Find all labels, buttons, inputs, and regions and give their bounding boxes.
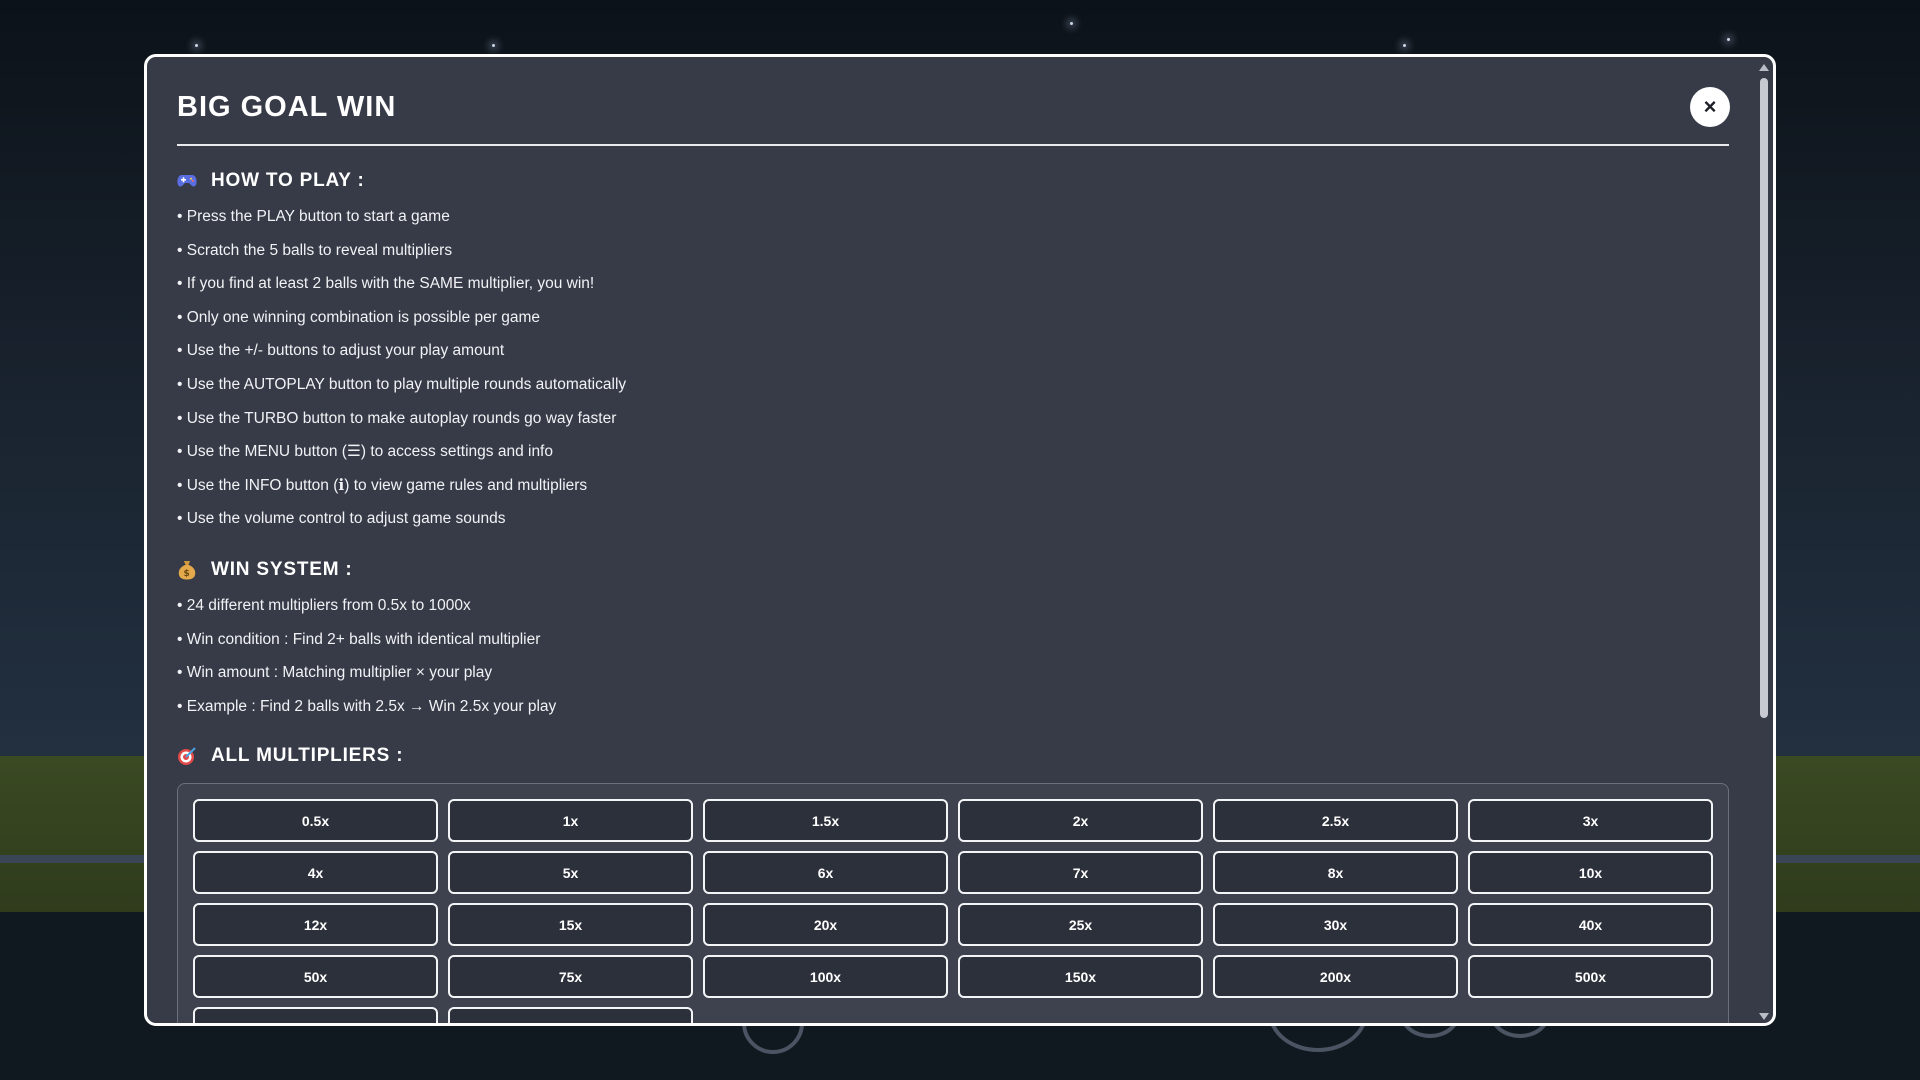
modal-content [177,57,1729,1026]
multiplier-chip[interactable]: 40x [1468,903,1713,946]
list-item: • Scratch the 5 balls to reveal multipliers [177,241,453,259]
modal-title: BIG GOAL WIN [177,91,397,123]
stadium-light [195,44,198,47]
list-item: • Win amount : Matching multiplier × your play [177,664,493,682]
stadium-light [492,44,495,47]
multiplier-chip[interactable]: 12x [193,903,438,946]
multiplier-chip[interactable]: 1.5x [703,799,948,842]
modal-header [177,57,1729,146]
multiplier-chip[interactable]: 3x [1468,799,1713,842]
multiplier-chip[interactable]: 75x [448,955,693,998]
multiplier-chip[interactable]: 10x [1468,851,1713,894]
win-system-title: WIN SYSTEM : [211,558,353,580]
how-to-play-title: HOW TO PLAY : [211,170,365,191]
multiplier-grid [177,783,1729,1026]
list-item: • Use the volume control to adjust game sounds [177,510,506,528]
list-item: • Use the INFO button (ℹ) to view game rules and multipliers [177,476,588,494]
multiplier-chip[interactable]: 2.5x [1213,799,1458,842]
multiplier-chip[interactable] [448,1007,693,1026]
scroll-up-arrow-icon[interactable] [1759,64,1769,71]
all-multipliers-title: ALL MULTIPLIERS : [211,745,404,767]
multiplier-chip[interactable]: 15x [448,903,693,946]
svg-text:$: $ [183,568,191,579]
multiplier-chip[interactable]: 500x [1468,955,1713,998]
stadium-light [1727,38,1730,41]
multiplier-chip[interactable]: 200x [1213,955,1458,998]
close-icon: × [1703,94,1717,119]
scroll-thumb[interactable] [1760,78,1768,718]
multiplier-chip[interactable]: 150x [958,955,1203,998]
multiplier-chip[interactable]: 4x [193,851,438,894]
money-bag-icon [177,560,197,580]
multiplier-chip[interactable]: 7x [958,851,1203,894]
how-to-play-list [177,200,1729,536]
win-system-heading [177,559,1729,581]
list-item: • Example : Find 2 balls with 2.5x → Win 2.5x your play [177,697,557,715]
list-item: • Use the AUTOPLAY button to play multiple rounds automatically [177,375,627,393]
list-item: • If you find at least 2 balls with the SAME multiplier, you win! [177,275,595,293]
gamepad-icon [177,171,197,191]
info-modal [144,54,1776,1026]
close-button[interactable] [1690,87,1730,127]
list-item: • Press the PLAY button to start a game [177,208,450,225]
list-item: • Win condition : Find 2+ balls with identical multiplier [177,630,541,648]
list-item: • Use the MENU button (☰) to access settings and info [177,443,553,461]
multiplier-chip[interactable]: 5x [448,851,693,894]
multiplier-chip[interactable] [193,1007,438,1026]
multiplier-chip[interactable]: 2x [958,799,1203,842]
stadium-light [1403,44,1406,47]
list-item: • Use the TURBO button to make autoplay rounds go way faster [177,409,617,427]
target-icon [177,746,197,766]
stadium-light [1070,22,1073,25]
multiplier-chip[interactable]: 8x [1213,851,1458,894]
list-item: • Use the +/- buttons to adjust your play amount [177,342,505,360]
scroll-down-arrow-icon[interactable] [1759,1013,1769,1020]
list-item: • 24 different multipliers from 0.5x to 1000x [177,596,471,614]
multiplier-chip[interactable]: 6x [703,851,948,894]
win-system-list [177,589,1729,723]
modal-scrollbar[interactable] [1758,60,1770,1022]
multiplier-chip[interactable]: 1x [448,799,693,842]
multiplier-chip[interactable]: 30x [1213,903,1458,946]
multiplier-chip[interactable]: 100x [703,955,948,998]
all-multipliers-heading [177,745,1729,767]
multiplier-chip[interactable]: 25x [958,903,1203,946]
list-item: • Only one winning combination is possible per game [177,308,540,326]
multiplier-chip[interactable]: 0.5x [193,799,438,842]
multiplier-chip[interactable]: 50x [193,955,438,998]
multiplier-chip[interactable]: 20x [703,903,948,946]
how-to-play-heading [177,170,1729,192]
